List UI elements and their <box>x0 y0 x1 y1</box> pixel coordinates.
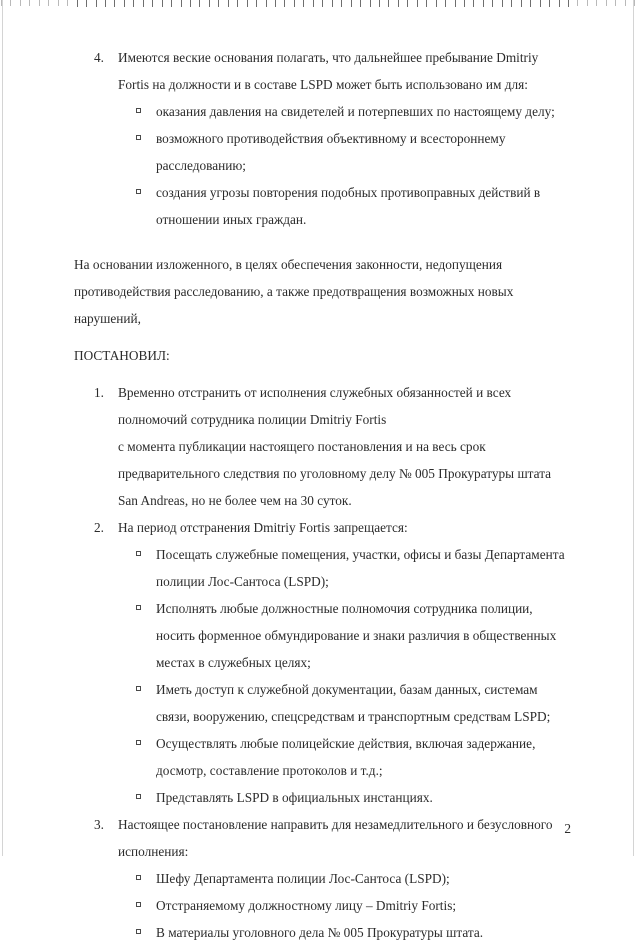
list-item-numbered-4 <box>74 44 571 98</box>
list-number: 2. <box>94 520 104 535</box>
list-item-text: оказания давления на свидетелей и потерпевших по настоящему делу; <box>156 104 555 119</box>
list-item <box>74 892 571 919</box>
list-item-text: На период отстранения Dmitriy Fortis запрещается: <box>118 520 408 535</box>
list-item <box>74 98 571 125</box>
list-item-text: Иметь доступ к служебной документации, базам данных, системам связи, вооружению, спецсредствам и транспортным средствам LSPD; <box>156 682 551 724</box>
list-item-text: Исполнять любые должностные полномочия сотрудника полиции, носить форменное обмундирование и знаки различия в общественных местах в служебных целях; <box>156 601 557 670</box>
list-item-text-line2: с момента публикации настоящего постановления и на весь срок предварительного следствия по уголовному делу № 005 Прокуратуры штата San Andreas, но не более чем на 30 суток. <box>118 439 552 508</box>
hollow-square-bullet-icon <box>136 551 141 556</box>
list-item-text: В материалы уголовного дела № 005 Прокуратуры штата. <box>156 925 484 940</box>
list-item-text: Настоящее постановление направить для незамедлительного и безусловного исполнения: <box>118 817 553 859</box>
hollow-square-bullet-icon <box>136 875 141 880</box>
list-item-text: создания угрозы повторения подобных противоправных действий в отношении иных граждан. <box>156 185 541 227</box>
list-item-text: Имеются веские основания полагать, что дальнейшее пребывание Dmitriy Fortis на должности и в составе LSPD может быть использовано им для: <box>118 50 539 92</box>
spacer <box>74 369 571 379</box>
hollow-square-bullet-icon <box>136 605 141 610</box>
hollow-square-bullet-icon <box>136 135 141 140</box>
list-number: 3. <box>94 817 104 832</box>
list-item <box>74 919 571 946</box>
hollow-square-bullet-icon <box>136 686 141 691</box>
hollow-square-bullet-icon <box>136 189 141 194</box>
list-item-numbered-1 <box>74 379 571 514</box>
list-item-text: Осуществлять любые полицейские действия, включая задержание, досмотр, составление протоколов и т.д.; <box>156 736 536 778</box>
bullet-list-item3 <box>74 865 571 946</box>
bullet-list-item2 <box>74 541 571 811</box>
list-item-text: Шефу Департамента полиции Лос-Сантоса (LSPD); <box>156 871 450 886</box>
bullet-list-item4 <box>74 98 571 233</box>
page-number: 2 <box>564 821 571 836</box>
decision-heading: ПОСТАНОВИЛ: <box>74 348 170 363</box>
list-number: 4. <box>94 50 104 65</box>
list-item-text: Представлять LSPD в официальных инстанциях. <box>156 790 433 805</box>
hollow-square-bullet-icon <box>136 902 141 907</box>
hollow-square-bullet-icon <box>136 108 141 113</box>
list-item <box>74 865 571 892</box>
hollow-square-bullet-icon <box>136 929 141 934</box>
hollow-square-bullet-icon <box>136 740 141 745</box>
hollow-square-bullet-icon <box>136 794 141 799</box>
list-item <box>74 730 571 784</box>
list-item-text: Отстраняемому должностному лицу – Dmitriy Fortis; <box>156 898 457 913</box>
list-item <box>74 784 571 811</box>
list-number: 1. <box>94 385 104 400</box>
spacer <box>74 332 571 342</box>
list-item <box>74 125 571 179</box>
list-item <box>74 179 571 233</box>
list-item-numbered-2 <box>74 514 571 541</box>
list-item-numbered-3 <box>74 811 571 865</box>
list-item <box>74 541 571 595</box>
list-item-text: возможного противодействия объективному и всестороннему расследованию; <box>156 131 506 173</box>
preamble-paragraph: На основании изложенного, в целях обеспечения законности, недопущения противодействия расследованию, а также предотвращения возможных новых нарушений, <box>74 257 514 326</box>
list-item-text-line1: Временно отстранить от исполнения служебных обязанностей и всех полномочий сотрудника полиции Dmitriy Fortis <box>118 385 512 427</box>
list-item <box>74 676 571 730</box>
spacer <box>74 233 571 251</box>
list-item-text: Посещать служебные помещения, участки, офисы и базы Департамента полиции Лос-Сантоса (LSPD); <box>156 547 565 589</box>
list-item <box>74 595 571 676</box>
